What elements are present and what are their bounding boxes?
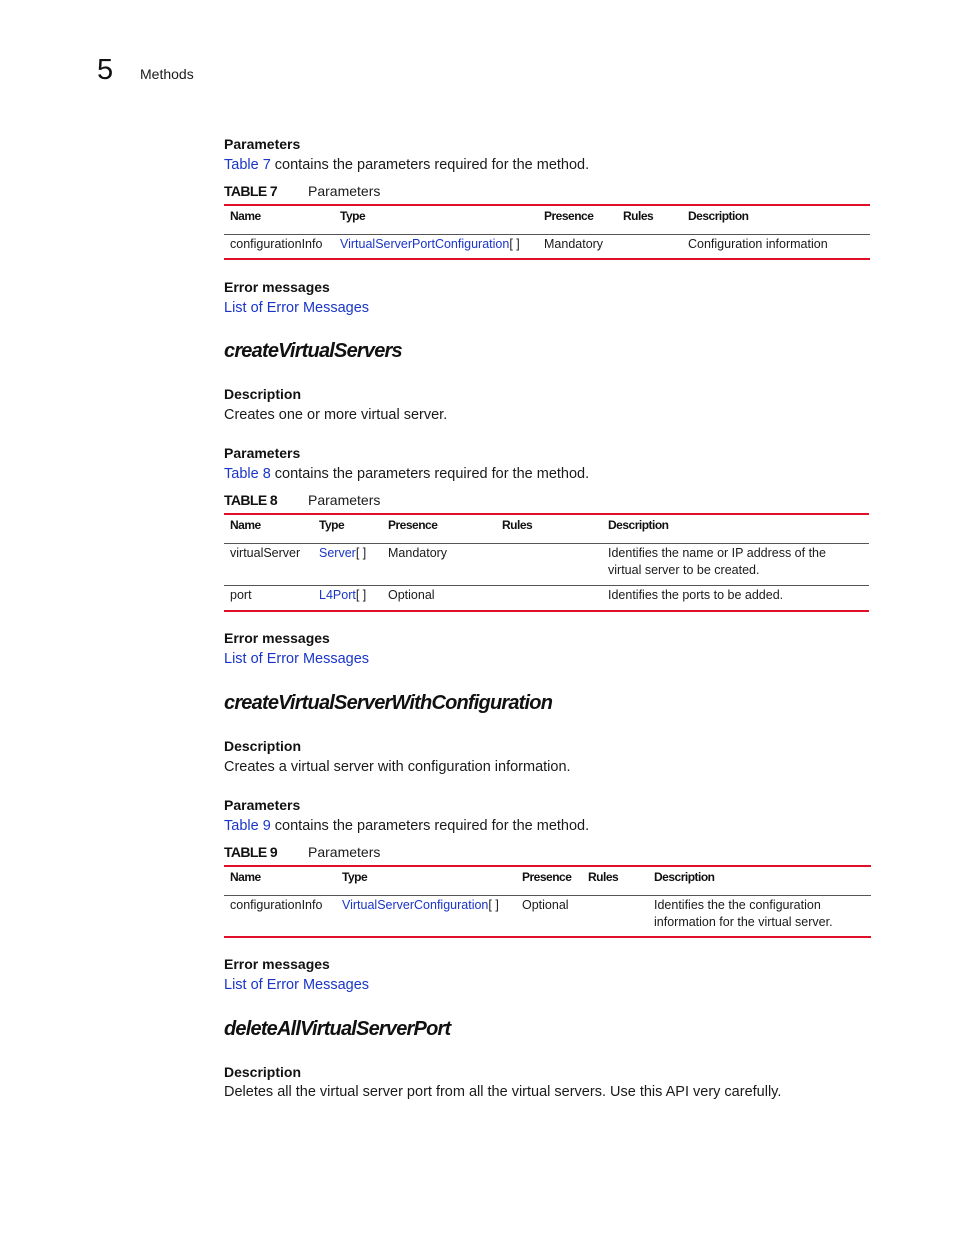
method-title: deleteAllVirtualServerPort: [224, 1018, 451, 1040]
type-link[interactable]: VirtualServerConfiguration: [342, 898, 489, 912]
cell-description: Identifies the name or IP address of the virtual server to be created.: [608, 546, 826, 577]
error-messages-heading: Error messages: [224, 630, 330, 646]
col-header-rules: Rules: [588, 870, 619, 884]
col-header-rules: Rules: [502, 518, 533, 532]
cell-presence: Optional: [388, 588, 435, 602]
table-intro: [224, 157, 589, 173]
error-messages-link[interactable]: List of Error Messages: [224, 651, 370, 667]
col-header-name: Name: [230, 518, 261, 532]
cell-name: configurationInfo: [230, 898, 323, 912]
description-text: Creates one or more virtual server.: [224, 407, 448, 423]
table-label: TABLE 7: [224, 183, 278, 199]
table-header-rule: [224, 543, 869, 544]
error-messages-link[interactable]: List of Error Messages: [224, 977, 370, 993]
cell-name: configurationInfo: [230, 237, 323, 251]
description-text: Deletes all the virtual server port from all the virtual servers. Use this API very carefully.: [224, 1084, 782, 1100]
method-title: createVirtualServers: [224, 340, 402, 362]
col-header-presence: Presence: [522, 870, 572, 884]
method-title: createVirtualServerWithConfiguration: [224, 692, 553, 714]
description-heading: Description: [224, 386, 302, 402]
description-text: Creates a virtual server with configuration information.: [224, 759, 571, 775]
type-link[interactable]: Server: [319, 546, 356, 560]
col-header-name: Name: [230, 870, 261, 884]
table-top-rule: [224, 865, 871, 867]
col-header-description: Description: [688, 209, 749, 223]
col-header-presence: Presence: [388, 518, 438, 532]
table-top-rule: [224, 204, 870, 206]
table-caption: Parameters: [308, 183, 381, 199]
chapter-title: Methods: [140, 66, 194, 82]
table-ref-link[interactable]: Table 7: [224, 157, 271, 173]
cell-type: VirtualServerConfiguration[ ]: [342, 898, 499, 912]
table-label: TABLE 8: [224, 492, 278, 508]
cell-name: virtualServer: [230, 546, 301, 560]
description-heading: Description: [224, 1064, 302, 1080]
table-intro: [224, 466, 589, 482]
table-caption: Parameters: [308, 844, 381, 860]
type-link[interactable]: L4Port: [319, 588, 356, 602]
table-ref-link[interactable]: Table 8: [224, 466, 271, 482]
error-messages-heading: Error messages: [224, 279, 330, 295]
cell-presence: Mandatory: [544, 237, 604, 251]
table-intro-text: contains the parameters required for the method.: [270, 157, 590, 173]
col-header-type: Type: [319, 518, 345, 532]
cell-type: VirtualServerPortConfiguration[ ]: [340, 237, 520, 251]
type-link[interactable]: VirtualServerPortConfiguration: [340, 237, 510, 251]
col-header-description: Description: [608, 518, 669, 532]
cell-presence: Optional: [522, 898, 569, 912]
table-intro-text: contains the parameters required for the method.: [270, 818, 590, 834]
error-messages-heading: Error messages: [224, 956, 330, 972]
col-header-type: Type: [340, 209, 366, 223]
error-messages-link[interactable]: List of Error Messages: [224, 300, 370, 316]
table-bottom-rule: [224, 936, 871, 938]
table-row-rule: [224, 585, 869, 586]
cell-description: Identifies the ports to be added.: [608, 588, 784, 602]
parameters-heading: Parameters: [224, 136, 301, 152]
cell-presence: Mandatory: [388, 546, 448, 560]
cell-description: Identifies the the configuration information for the virtual server.: [654, 898, 833, 929]
col-header-description: Description: [654, 870, 715, 884]
cell-type: Server[ ]: [319, 546, 367, 560]
cell-name: port: [230, 588, 252, 602]
table-intro: [224, 818, 589, 834]
table-top-rule: [224, 513, 869, 515]
col-header-type: Type: [342, 870, 368, 884]
table-ref-link[interactable]: Table 9: [224, 818, 271, 834]
table-bottom-rule: [224, 258, 870, 260]
col-header-rules: Rules: [623, 209, 654, 223]
table-bottom-rule: [224, 610, 869, 612]
cell-description: Configuration information: [688, 237, 828, 251]
chapter-number: 5: [97, 54, 114, 86]
table-header-rule: [224, 895, 871, 896]
description-heading: Description: [224, 738, 302, 754]
col-header-name: Name: [230, 209, 261, 223]
cell-type: L4Port[ ]: [319, 588, 367, 602]
parameters-heading: Parameters: [224, 445, 301, 461]
table-label: TABLE 9: [224, 844, 278, 860]
table-intro-text: contains the parameters required for the method.: [270, 466, 590, 482]
col-header-presence: Presence: [544, 209, 594, 223]
parameters-heading: Parameters: [224, 797, 301, 813]
table-caption: Parameters: [308, 492, 381, 508]
table-header-rule: [224, 234, 870, 235]
